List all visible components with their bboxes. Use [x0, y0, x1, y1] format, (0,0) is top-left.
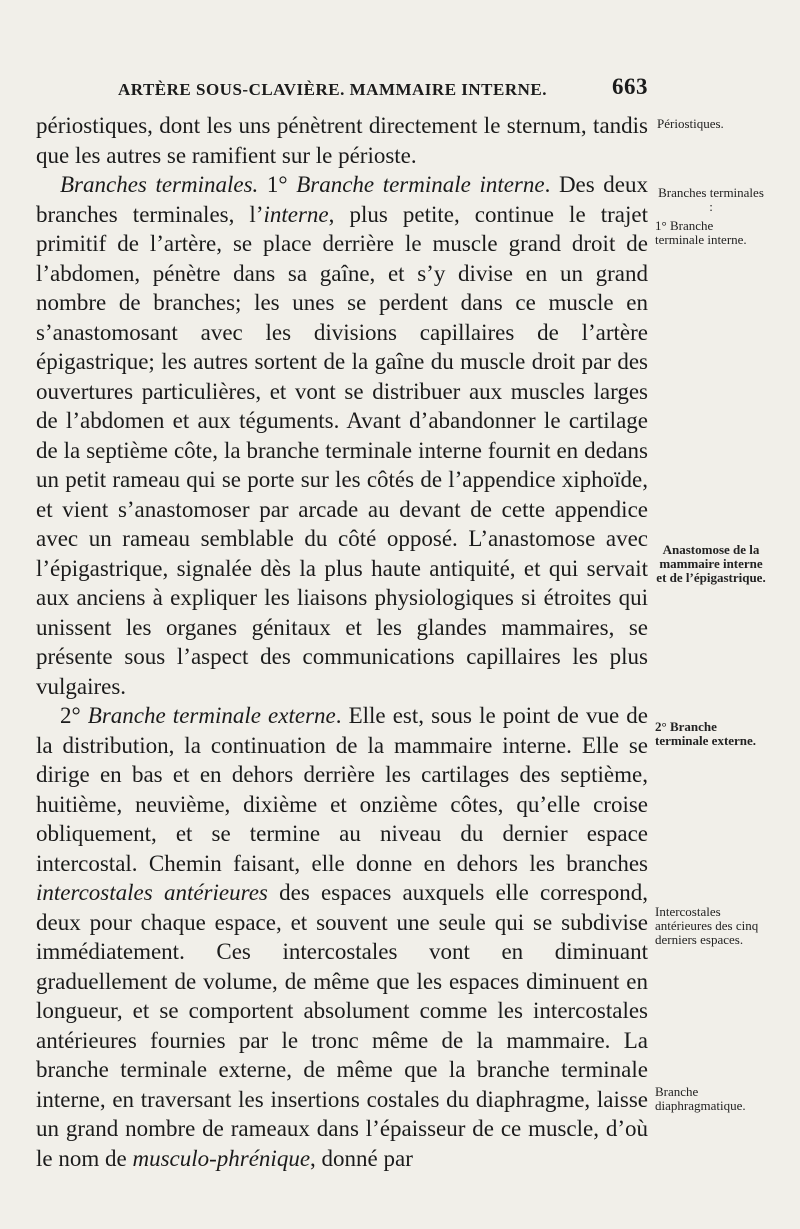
margin-note: Périostiques. — [657, 116, 724, 131]
margin-note: 2° Branche terminale externe. — [655, 719, 757, 748]
italic-run: musculo-phrénique — [132, 1145, 311, 1171]
margin-note: Intercostales antérieures des cinq derniers espaces. — [655, 904, 759, 947]
text-run: , plus petite, continue le trajet primitif de l’artère, se place derrière le muscle grand droit de l’abdomen, pénètre dans sa gaîne, et s’y divise en un grand nombre de branches; les unes se perdent dans ce muscle en s’anastomosant avec les divisions capillaires de l’artère épigastrique; les autres sortent de la gaîne du muscle droit par des ouvertures particulières, et vont se distribuer aux muscles larges de l’abdomen et aux téguments. Avant d’abandonner le cartilage de la septième côte, la branche terminale interne fournit en dedans un petit rameau qui se porte sur les côtés de l’appendice xiphoïde, et vient s’anastomoser par arcade au devant de cette appendice avec un rameau semblable du côté opposé. L’anastomose avec l’épigastrique, signalée dès la plus haute antiquité, et qui servait aux anciens à expliquer les liaisons physiologiques si étroites qui unissent les organes génitaux et les glandes mammaires, se présente sous l’aspect des communications capillaires les plus vulgaires. — [36, 201, 648, 699]
paragraph — [36, 701, 648, 1173]
page-number: 663 — [612, 74, 648, 99]
italic-run: Branche terminale externe — [87, 703, 336, 728]
text-run: des espaces auxquels elle correspond, deux pour chaque espace, et souvent une seule qui se subdivise immédiatement. Ces intercostales vont en diminuant graduellement de volume, de même que les espaces diminuent en longueur, et se comportent absolument comme les intercostales antérieures fournies par le tronc même de la mammaire. La branche terminale externe, de même que la branche terminale interne, en traversant les insertions costales du diaphragme, laisse un grand nombre de rameaux dans l’épaisseur de ce muscle, d’où le nom de — [36, 880, 648, 1171]
italic-run: Branches terminales. — [60, 172, 267, 197]
text-run: 1° — [266, 172, 297, 197]
margin-note: Branche diaphragmatique. — [655, 1084, 746, 1113]
main-text — [36, 111, 648, 1173]
text-run: . Des deux branches terminales, l’ — [36, 172, 649, 227]
paragraph — [36, 111, 648, 170]
margin-note: Anastomose de la mammaire interne et de l’épigastrique. — [656, 542, 766, 585]
italic-run: interne — [263, 201, 329, 227]
running-title: ARTÈRE SOUS-CLAVIÈRE. MAMMAIRE INTERNE. — [118, 80, 548, 99]
margin-note: 1° Branche terminale interne. — [655, 218, 747, 247]
text-run: . Elle est, sous le point de vue de la distribution, la continuation de la mammaire interne. Elle se dirige en bas et en dehors derrière les cartilages des septième, huitième, neuvième, dixième et onzième côtes, qu’elle croise obliquement, et se termine au niveau du dernier espace intercostal. Chemin faisant, elle donne en dehors les branches — [36, 703, 648, 876]
text-run: périostiques, dont les uns pénètrent directement le sternum, tandis que les autres se ramifient sur le périoste. — [36, 113, 648, 168]
italic-run: intercostales antérieures — [36, 880, 268, 905]
margin-note: Branches terminales : — [658, 185, 764, 214]
text-run: 2° — [60, 703, 88, 728]
text-run: , donné par — [310, 1145, 413, 1171]
paragraph — [36, 170, 648, 701]
italic-run: Branche terminale interne — [296, 172, 545, 197]
